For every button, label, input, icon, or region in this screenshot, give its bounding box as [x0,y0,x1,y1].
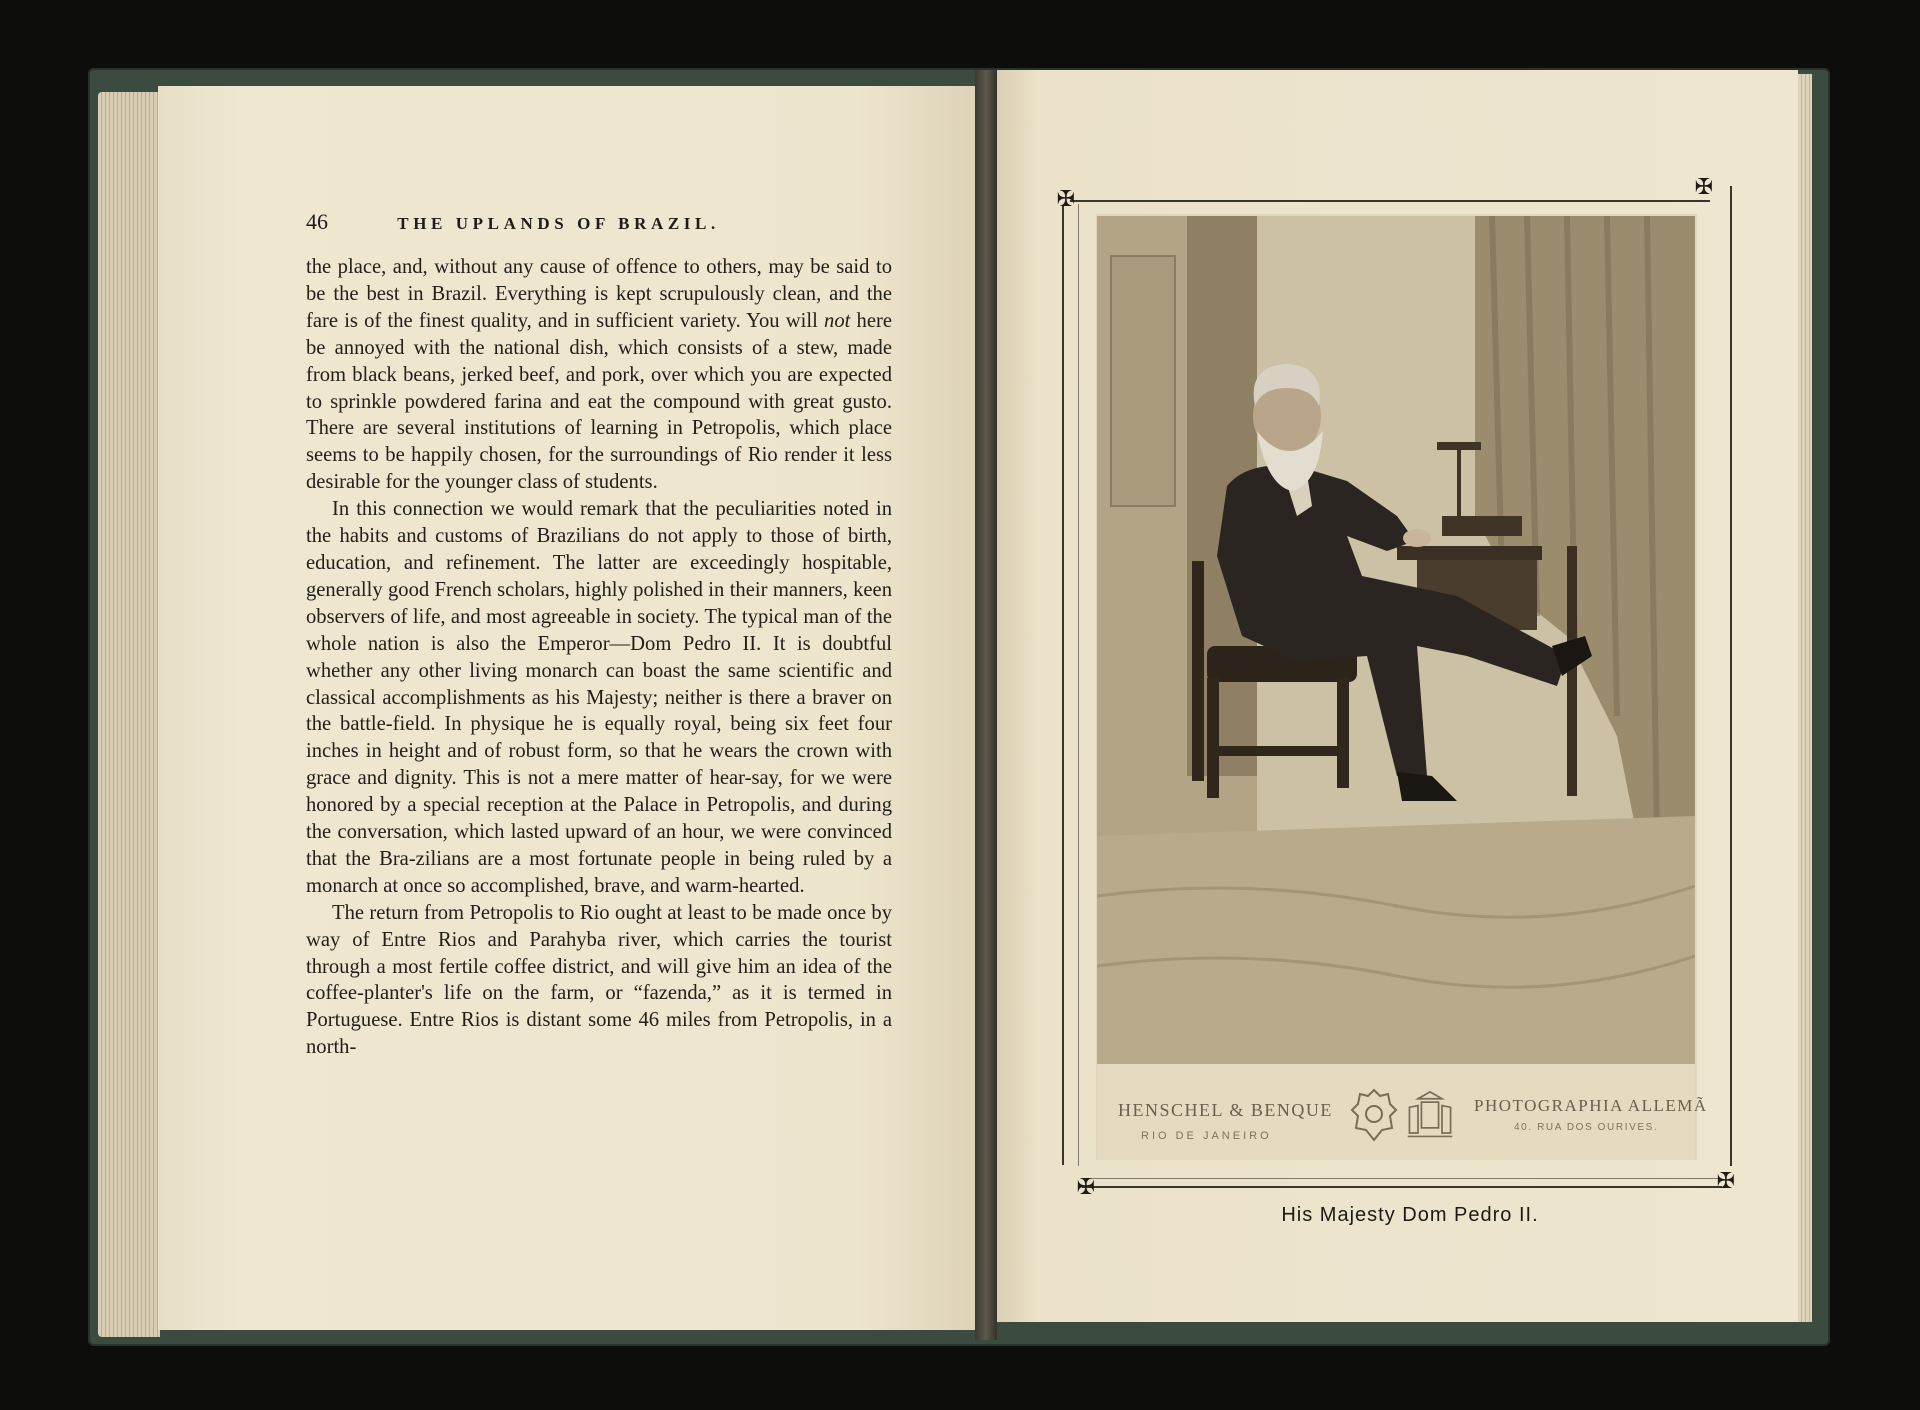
frame-rule-left [1062,205,1064,1165]
coat-of-arms-icon [1406,1086,1454,1144]
book-gutter [975,70,997,1340]
imperial-crest-icon [1350,1086,1398,1144]
frame-rule-top [1070,200,1710,202]
paragraph [306,254,892,496]
corner-cross-icon: ✠ [1056,187,1076,212]
paragraph-text: the place, and, without any cause of offence to others, may be said to be the best in Brazil. Everything is kept scrupulously clean, and the fare is of the finest quality, and in sufficient variety. You will [306,256,892,332]
studio-name-right: PHOTOGRAPHIA ALLEMÃ [1474,1096,1708,1115]
running-title: THE UPLANDS OF BRAZIL. [397,214,720,233]
frame-inner-rule-left [1078,204,1079,1166]
paragraph-text: here be annoyed with the national dish, which consists of a stew, made from black beans, jerked beef, and pork, over which you are expected to sprinkle powdered farina and eat the compound with great gusto. There are several institutions of learning in Petropolis, which place seems to be happily chosen, for the surroundings of Rio render it less desirable for the younger class of students. [306,309,892,494]
frame-rule-right [1730,186,1732,1166]
corner-cross-icon: ✠ [1694,175,1714,200]
portrait-illustration [1097,216,1695,1064]
frame-inner-rule-bottom [1082,1178,1722,1179]
paragraph: The return from Petropolis to Rio ought at least to be made once by way of Entre Rios and Parahyba river, which carries the tourist through a most fertile coffee district, and will give him an idea of the coffee-planter's life on the farm, or “fazenda,” as it is termed in Portuguese. Entre Rios is distant some 46 miles from Petropolis, in a north- [306,901,892,1059]
body-text [306,254,892,1061]
studio-name: HENSCHEL & BENQUE [1118,1100,1333,1120]
corner-cross-icon: ✠ [1716,1169,1736,1194]
portrait-photograph [1097,216,1695,1064]
studio-city: RIO DE JANEIRO [1141,1130,1272,1142]
frame-rule-bottom [1082,1186,1722,1188]
paragraph: In this connection we would remark that the peculiarities noted in the habits and customs of Brazilians do not apply to those of birth, education, and refinement. The latter are exceedingly hospitable, generally good French scholars, highly polished in their manners, keen observers of life, and most agreeable in society. The typical man of the whole nation is also the Emperor—Dom Pedro II. It is doubtful whether any other living monarch can boast the same scientific and classical accomplishments as his Majesty; neither is there a braver on the battle-field. In physique he is equally royal, being six feet four inches in height and of robust form, so that he wears the crown with grace and dignity. This is not a mere matter of hear-say, for we were honored by a special reception at the Palace in Petropolis, and during the conversation, which lasted upward of an hour, we were convinced that the Bra-zilians are a most fortunate people in being ruled by a monarch at once so accomplished, brave, and warm-hearted. [306,498,892,897]
page-number: 46 [306,209,328,234]
running-head [306,209,806,235]
emphasis-text: not [824,309,851,332]
corner-cross-icon: ✠ [1076,1175,1096,1200]
plate-caption: His Majesty Dom Pedro II. [1281,1204,1539,1226]
studio-address: 40. RUA DOS OURIVES. [1514,1122,1659,1133]
page-block-edge-left [98,92,160,1337]
